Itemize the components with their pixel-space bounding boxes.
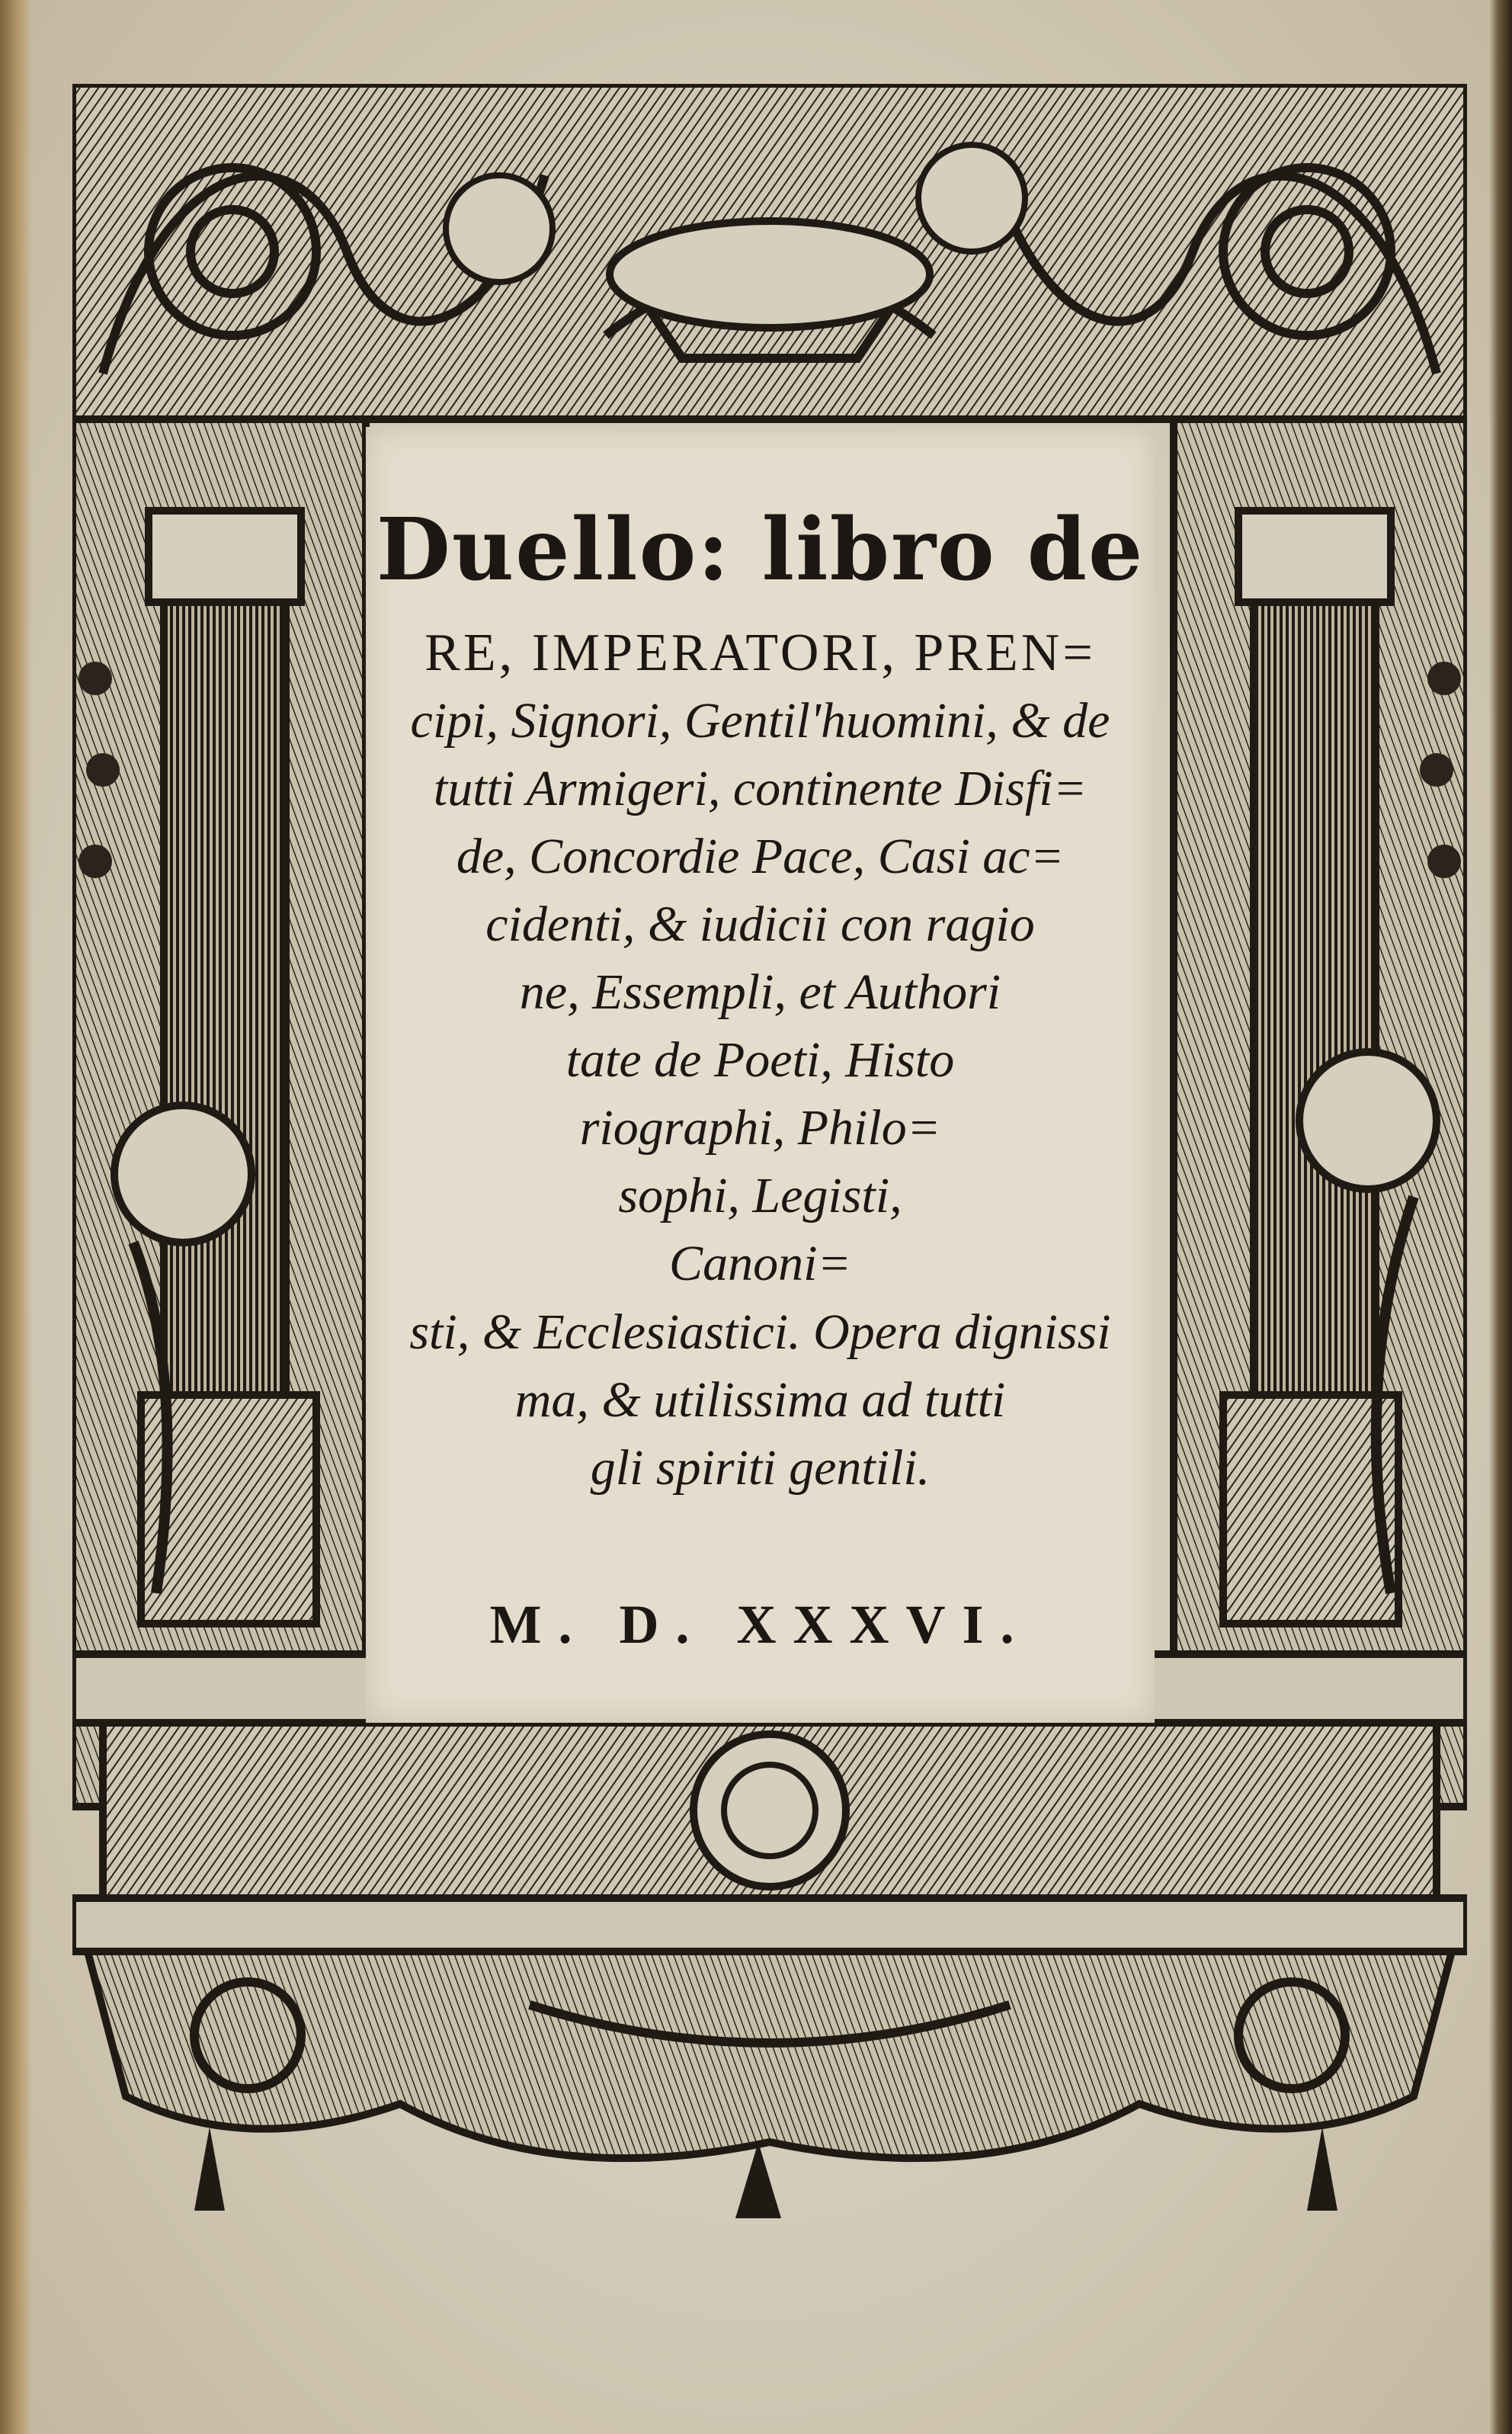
title-line: tutti Armigeri, continente Disfi= <box>433 760 1088 816</box>
title-line: ma, & utilissima ad tutti <box>514 1371 1006 1428</box>
book-title: Duello: libro de <box>376 500 1145 600</box>
publication-date: M. D. XXXVI. <box>489 1594 1031 1655</box>
title-line: RE, IMPERATORI, PREN= <box>424 624 1096 683</box>
title-line: de, Concordie Pace, Casi ac= <box>456 828 1065 884</box>
title-line: tate de Poeti, Histo <box>565 1032 955 1089</box>
title-line: ne, Essempli, et Authori <box>519 964 1001 1021</box>
title-line: sti, & Ecclesiastici. Opera dignissi <box>409 1304 1111 1360</box>
title-line: Canoni= <box>669 1236 851 1292</box>
title-line: riographi, Philo= <box>579 1100 941 1156</box>
title-panel <box>366 427 1155 1723</box>
title-block <box>366 500 1155 1502</box>
title-line: cipi, Signori, Gentil'huomini, & de <box>410 692 1110 749</box>
title-line: gli spiriti gentili. <box>590 1439 931 1496</box>
title-line: sophi, Legisti, <box>618 1168 902 1224</box>
title-line: cidenti, & iudicii con ragio <box>485 896 1035 952</box>
